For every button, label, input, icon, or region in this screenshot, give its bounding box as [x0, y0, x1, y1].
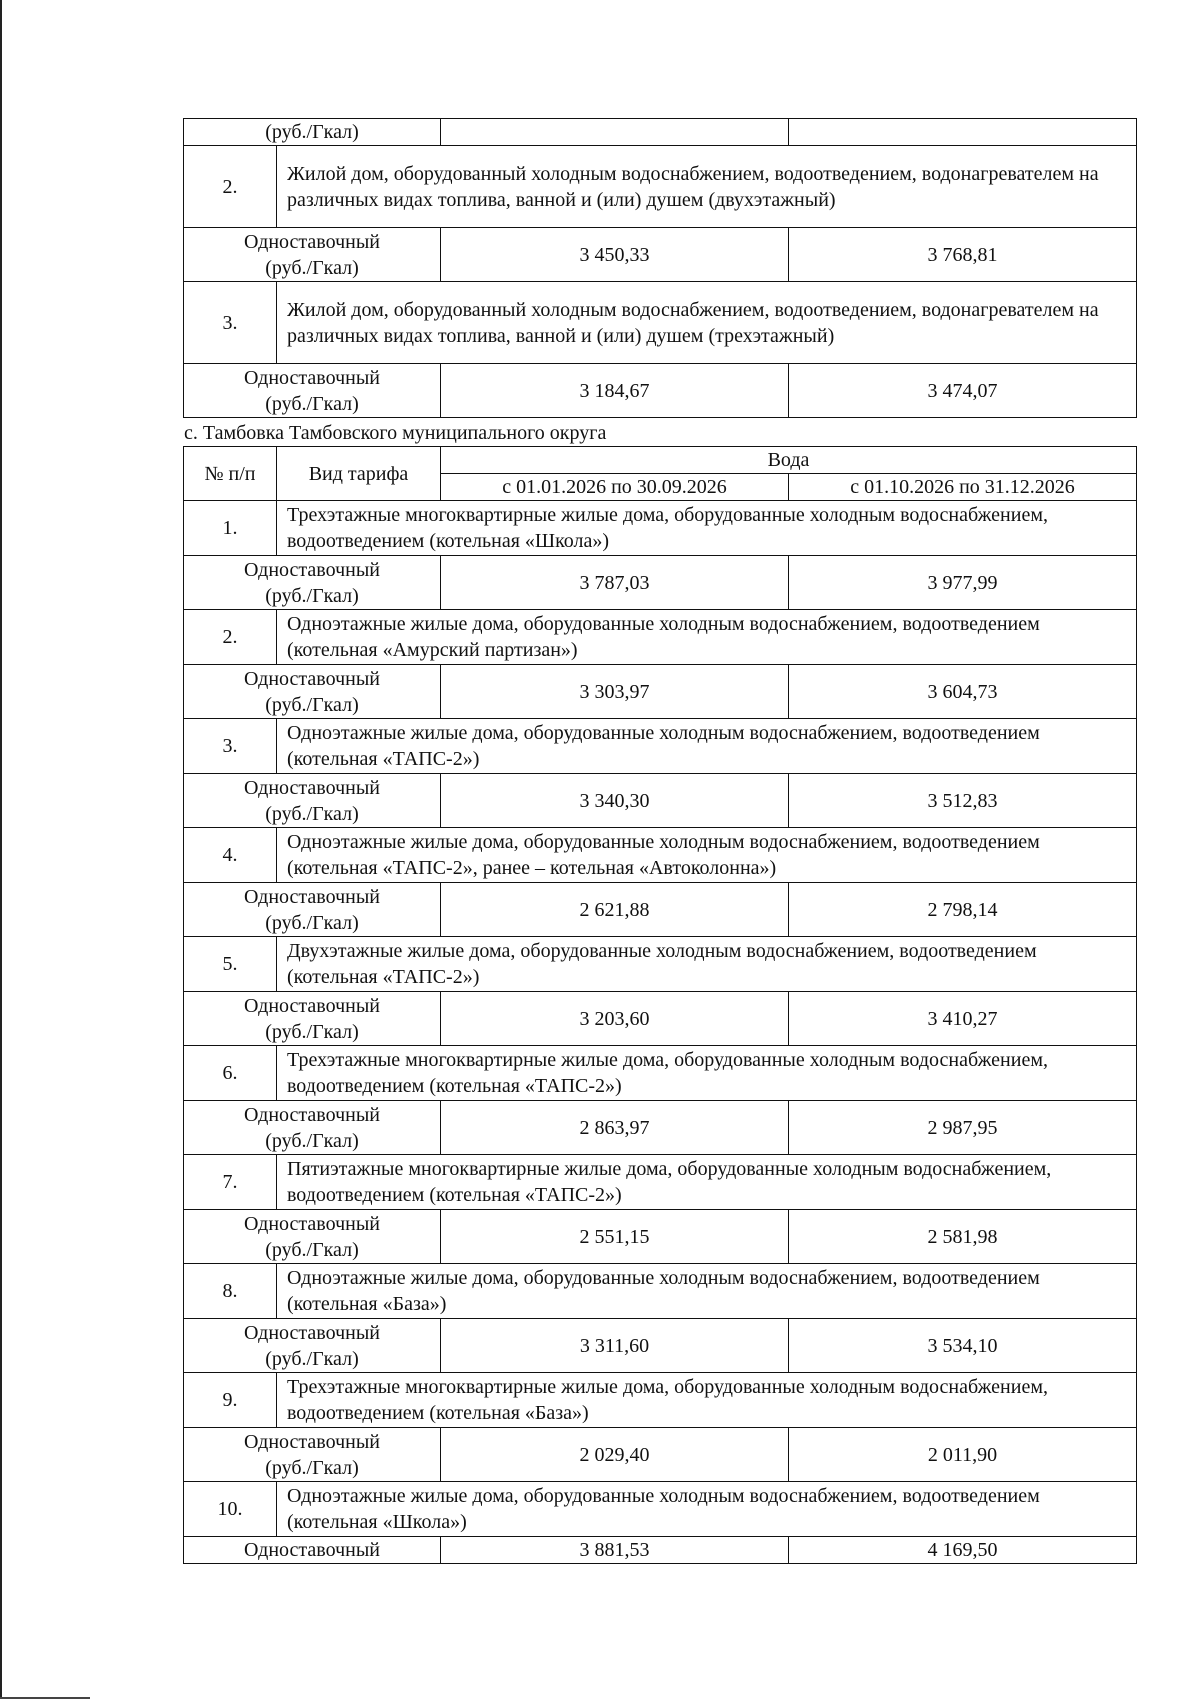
- table-header-row: [184, 447, 1137, 474]
- row-number: 3.: [222, 735, 238, 757]
- table-row: [184, 1264, 1137, 1319]
- tariff-value-period-2: 2 987,95: [927, 1116, 998, 1139]
- value-cell-period-2: [789, 1101, 1137, 1155]
- table-row: [184, 610, 1137, 665]
- tariff-value-period-1: 3 303,97: [579, 680, 650, 703]
- table-row: [184, 364, 1137, 418]
- value-cell-period-2: [789, 119, 1137, 146]
- tariff-value-period-2: 2 581,98: [927, 1225, 998, 1248]
- row-number-cell: [184, 610, 277, 665]
- tariff-kind-label: Одноставочный: [244, 885, 380, 908]
- consumer-category-cell: [277, 501, 1137, 556]
- scan-left-edge: [0, 0, 2, 1699]
- tariff-kind-unit: (руб./Гкал): [265, 1020, 359, 1043]
- tariff-value-period-1: 2 551,15: [579, 1225, 650, 1248]
- tariff-kind-unit: (руб./Гкал): [265, 693, 359, 716]
- tariff-kind-label: Одноставочный: [244, 1321, 380, 1344]
- consumer-category: Двухэтажные жилые дома, оборудованные холодным водоснабжением, водоотведением (котельная «ТАПС-2»): [287, 940, 1037, 988]
- tariff-value-period-2: 3 977,99: [927, 571, 998, 594]
- row-number-cell: [184, 937, 277, 992]
- value-cell-period-1: [441, 556, 789, 610]
- value-cell-period-1: [441, 119, 789, 146]
- tariff-kind-label: (руб./Гкал): [265, 121, 359, 143]
- row-number-cell: [184, 501, 277, 556]
- consumer-category: Трехэтажные многоквартирные жилые дома, оборудованные холодным водоснабжением, водоотведением (котельная «База»): [287, 1376, 1048, 1424]
- tariff-kind-unit: (руб./Гкал): [265, 256, 359, 279]
- tariff-table-continued: [183, 118, 1137, 418]
- consumer-category-cell: [277, 1482, 1137, 1537]
- tariff-value-period-1: 3 881,53: [579, 1539, 650, 1561]
- tariff-value-period-1: 2 029,40: [579, 1443, 650, 1466]
- tariff-kind-cell: [184, 556, 441, 610]
- value-cell-period-1: [441, 364, 789, 418]
- table-row: [184, 1373, 1137, 1428]
- column-header-group: Вода: [441, 447, 1137, 474]
- tariff-kind-label: Одноставочный: [244, 230, 380, 253]
- table-row: [184, 1428, 1137, 1482]
- tariff-kind-label: Одноставочный: [244, 558, 380, 581]
- tariff-kind-label: Одноставочный: [244, 994, 380, 1017]
- consumer-category-cell: [277, 719, 1137, 774]
- tariff-kind-cell: [184, 364, 441, 418]
- row-number: 7.: [222, 1171, 238, 1193]
- row-number: 8.: [222, 1280, 238, 1302]
- row-number: 5.: [222, 953, 238, 975]
- table-row: [184, 937, 1137, 992]
- value-cell-period-2: [789, 883, 1137, 937]
- table-row: [184, 1319, 1137, 1373]
- tariff-kind-unit: (руб./Гкал): [265, 392, 359, 415]
- tariff-value-period-2: 3 604,73: [927, 680, 998, 703]
- tariff-kind-cell: [184, 665, 441, 719]
- row-number: 9.: [222, 1389, 238, 1411]
- tariff-value-period-1: 3 340,30: [579, 789, 650, 812]
- row-number-cell: [184, 1155, 277, 1210]
- table-row: [184, 828, 1137, 883]
- tariff-value-period-1: 3 787,03: [579, 571, 650, 594]
- consumer-category: Жилой дом, оборудованный холодным водоснабжением, водоотведением, водонагревателем на различных видах топлива, ванной и (или) душем (двухэтажный): [287, 162, 1099, 211]
- table-row: [184, 665, 1137, 719]
- tariff-kind-cell: [184, 119, 441, 146]
- value-cell-period-1: [441, 665, 789, 719]
- tariff-value-period-2: 3 768,81: [927, 243, 998, 266]
- tariff-kind-cell: [184, 1210, 441, 1264]
- value-cell-period-1: [441, 1537, 789, 1564]
- table-row: [184, 1101, 1137, 1155]
- tariff-table-tambovka: [183, 446, 1137, 1564]
- table-row: [184, 1155, 1137, 1210]
- consumer-category-cell: [277, 937, 1137, 992]
- tariff-value-period-2: 3 512,83: [927, 789, 998, 812]
- consumer-category: Одноэтажные жилые дома, оборудованные холодным водоснабжением, водоотведением (котельная «ТАПС-2», ранее – котельная «Автоколонна»): [287, 831, 1040, 879]
- row-number: 2.: [222, 175, 238, 198]
- tariff-table-continued-body: [184, 119, 1137, 418]
- tariff-kind-cell: [184, 774, 441, 828]
- tariff-value-period-2: 2 798,14: [927, 898, 998, 921]
- row-number: 6.: [222, 1062, 238, 1084]
- consumer-category: Одноэтажные жилые дома, оборудованные холодным водоснабжением, водоотведением (котельная «ТАПС-2»): [287, 722, 1040, 770]
- tariff-value-period-1: 2 863,97: [579, 1116, 650, 1139]
- value-cell-period-2: [789, 364, 1137, 418]
- table-row: [184, 719, 1137, 774]
- tariff-kind-unit: (руб./Гкал): [265, 802, 359, 825]
- consumer-category-cell: [277, 1046, 1137, 1101]
- value-cell-period-2: [789, 228, 1137, 282]
- consumer-category: Жилой дом, оборудованный холодным водоснабжением, водоотведением, водонагревателем на различных видах топлива, ванной и (или) душем (трехэтажный): [287, 298, 1099, 347]
- table-row: [184, 774, 1137, 828]
- value-cell-period-1: [441, 774, 789, 828]
- row-number-cell: [184, 828, 277, 883]
- table-row: [184, 119, 1137, 146]
- tariff-value-period-2: 4 169,50: [927, 1539, 998, 1561]
- tariff-kind-label: Одноставочный: [244, 1430, 380, 1453]
- value-cell-period-2: [789, 1537, 1137, 1564]
- value-cell-period-1: [441, 228, 789, 282]
- column-header-num: № п/п: [184, 447, 277, 501]
- table-row: [184, 1210, 1137, 1264]
- value-cell-period-1: [441, 883, 789, 937]
- consumer-category-cell: [277, 610, 1137, 665]
- value-cell-period-2: [789, 992, 1137, 1046]
- row-number-cell: [184, 1046, 277, 1101]
- tariff-value-period-1: 2 621,88: [579, 898, 650, 921]
- tariff-kind-cell: [184, 1101, 441, 1155]
- tariff-kind-label: Одноставочный: [244, 1103, 380, 1126]
- value-cell-period-1: [441, 992, 789, 1046]
- row-number-cell: [184, 146, 277, 228]
- column-header-period-2: с 01.10.2026 по 31.12.2026: [789, 474, 1137, 501]
- tariff-value-period-2: 3 474,07: [927, 379, 998, 402]
- table-row: [184, 146, 1137, 228]
- row-number: 3.: [222, 311, 238, 334]
- row-number-cell: [184, 1264, 277, 1319]
- consumer-category-cell: [277, 1155, 1137, 1210]
- row-number-cell: [184, 719, 277, 774]
- column-header-kind: Вид тарифа: [277, 447, 441, 501]
- tariff-kind-label: Одноставочный: [244, 667, 380, 690]
- tariff-value-period-2: 3 534,10: [927, 1334, 998, 1357]
- tariff-kind-label: Одноставочный: [244, 1212, 380, 1235]
- tariff-kind-unit: (руб./Гкал): [265, 1456, 359, 1479]
- tariff-kind-label: Одноставочный: [244, 776, 380, 799]
- tariff-value-period-2: 2 011,90: [927, 1443, 998, 1466]
- tariff-kind-cell: [184, 1319, 441, 1373]
- value-cell-period-2: [789, 1319, 1137, 1373]
- tariff-kind-unit: (руб./Гкал): [265, 1347, 359, 1370]
- tariff-value-period-1: 3 450,33: [579, 243, 650, 266]
- tariff-kind-unit: (руб./Гкал): [265, 911, 359, 934]
- consumer-category: Трехэтажные многоквартирные жилые дома, оборудованные холодным водоснабжением, водоотведением (котельная «Школа»): [287, 504, 1048, 552]
- table-row: [184, 282, 1137, 364]
- consumer-category-cell: [277, 282, 1137, 364]
- consumer-category: Трехэтажные многоквартирные жилые дома, оборудованные холодным водоснабжением, водоотведением (котельная «ТАПС-2»): [287, 1049, 1048, 1097]
- row-number: 1.: [222, 517, 238, 539]
- tariff-kind-cell: [184, 228, 441, 282]
- section-title: с. Тамбовка Тамбовского муниципального округа: [184, 422, 607, 444]
- tariff-kind-unit: (руб./Гкал): [265, 584, 359, 607]
- tariff-value-period-1: 3 203,60: [579, 1007, 650, 1030]
- table-row: [184, 1482, 1137, 1537]
- row-number-cell: [184, 1482, 277, 1537]
- value-cell-period-2: [789, 1428, 1137, 1482]
- value-cell-period-1: [441, 1428, 789, 1482]
- tariff-kind-label: Одноставочный: [244, 1539, 380, 1561]
- value-cell-period-2: [789, 665, 1137, 719]
- row-number-cell: [184, 1373, 277, 1428]
- tariff-kind-cell: [184, 992, 441, 1046]
- consumer-category-cell: [277, 146, 1137, 228]
- table-row: [184, 556, 1137, 610]
- value-cell-period-2: [789, 774, 1137, 828]
- table-row: [184, 501, 1137, 556]
- consumer-category: Пятиэтажные многоквартирные жилые дома, оборудованные холодным водоснабжением, водоотведением (котельная «ТАПС-2»): [287, 1158, 1052, 1206]
- tariff-kind-unit: (руб./Гкал): [265, 1238, 359, 1261]
- table-row: [184, 228, 1137, 282]
- tariff-kind-unit: (руб./Гкал): [265, 1129, 359, 1152]
- tariff-kind-cell: [184, 883, 441, 937]
- tariff-kind-cell: [184, 1537, 441, 1564]
- value-cell-period-2: [789, 556, 1137, 610]
- tariff-value-period-2: 3 410,27: [927, 1007, 998, 1030]
- row-number-cell: [184, 282, 277, 364]
- value-cell-period-1: [441, 1101, 789, 1155]
- row-number: 4.: [222, 844, 238, 866]
- tariff-kind-cell: [184, 1428, 441, 1482]
- row-number: 2.: [222, 626, 238, 648]
- consumer-category-cell: [277, 1373, 1137, 1428]
- column-header-period-1: с 01.01.2026 по 30.09.2026: [441, 474, 789, 501]
- value-cell-period-1: [441, 1210, 789, 1264]
- table-row: [184, 1537, 1137, 1564]
- consumer-category: Одноэтажные жилые дома, оборудованные холодным водоснабжением, водоотведением (котельная «Школа»): [287, 1485, 1040, 1533]
- consumer-category-cell: [277, 1264, 1137, 1319]
- tariff-kind-label: Одноставочный: [244, 366, 380, 389]
- table-row: [184, 883, 1137, 937]
- table-row: [184, 992, 1137, 1046]
- tariff-value-period-1: 3 311,60: [579, 1334, 650, 1357]
- table-row: [184, 1046, 1137, 1101]
- consumer-category: Одноэтажные жилые дома, оборудованные холодным водоснабжением, водоотведением (котельная «Амурский партизан»): [287, 613, 1040, 661]
- consumer-category: Одноэтажные жилые дома, оборудованные холодным водоснабжением, водоотведением (котельная «База»): [287, 1267, 1040, 1315]
- tariff-table-tambovka-body: [184, 501, 1137, 1564]
- consumer-category-cell: [277, 828, 1137, 883]
- value-cell-period-2: [789, 1210, 1137, 1264]
- value-cell-period-1: [441, 1319, 789, 1373]
- row-number: 10.: [217, 1498, 243, 1520]
- tariff-value-period-1: 3 184,67: [579, 379, 650, 402]
